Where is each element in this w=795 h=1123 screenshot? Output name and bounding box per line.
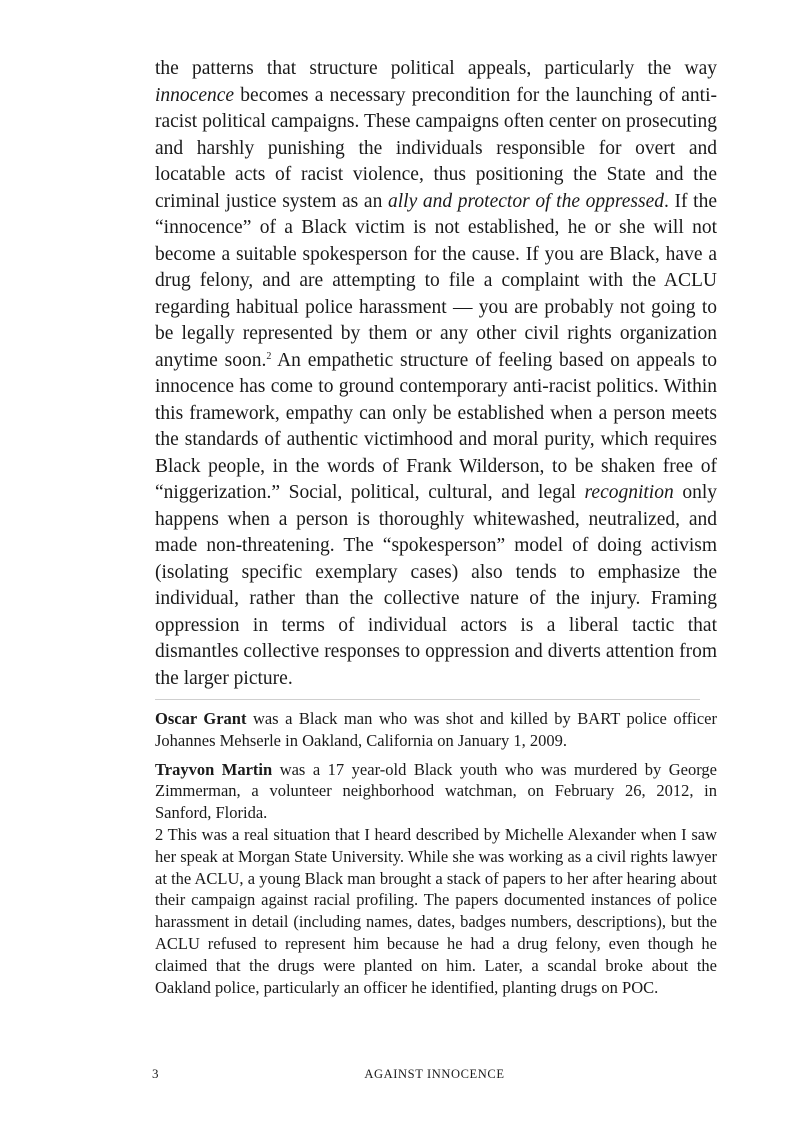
footnote-text: 2 This was a real situation that I heard described by Michelle Alexander when I saw her speak at Morgan State University. While she was working as a civil rights lawyer at the ACLU, a young Black man brought a stack of papers to her after hearing about their campaign against racial profiling. The papers documented instances of police harassment in detail (including names, dates, badges numbers, descriptions), but the ACLU refused to represent him because he had a drug felony, even though he claimed that the drugs were planted on him. Later, a scandal broke about the Oakland police, particularly an officer he identified, planting drugs on POC. [155,824,717,997]
footnote-name: Oscar Grant [155,709,247,728]
footnote-trayvon-martin [155,759,717,824]
text-run: the patterns that structure political appeals, particularly the way [155,58,717,79]
italic-run-innocence: innocence [155,84,235,106]
footnote-text: was a Black man who was shot and killed by BART police officer Johannes Mehserle in Oakland, California on January 1, 2009. [155,709,717,750]
footnote-2 [155,824,717,998]
text-run: becomes a necessary precondition for the launching of anti-racist political campaigns. These campaigns often center on prosecuting and harshly punishing the individuals responsible for overt and locatable acts of racist violence, thus positioning the State and the criminal justice system as an [155,84,717,212]
italic-run-ally: ally and protector of the oppressed [388,190,664,212]
page-content [155,56,717,998]
footnote-text: was a 17 year-old Black youth who was murdered by George Zimmerman, a volunteer neighborhood watchman, on February 26, 2012, in Sanford, Florida. [155,759,717,823]
footnote-divider [155,699,700,700]
page-footer [0,1066,795,1084]
page-number: 3 [152,1066,159,1081]
text-run: An empathetic structure of feeling based on appeals to innocence has come to ground contemporary anti-racist politics. Within this framework, empathy can only be established when a person meets the standards of authentic victimhood and moral purity, which requires Black people, in the words of Frank Wilderson, to be shaken free of “niggerization.” Social, political, cultural, and legal [155,349,717,503]
text-run: . If the “innocence” of a Black victim is not established, he or she will not become a suitable spokesperson for the cause. If you are Black, have a drug felony, and are attempting to file a complaint with the ACLU regarding habitual police harassment — you are probably not going to be legally represented by them or any other civil rights organization anytime soon. [155,190,717,371]
footnote-marker-2: 2 [266,350,272,362]
running-title: AGAINST INNOCENCE [364,1067,505,1081]
footnote-oscar-grant [155,708,717,752]
italic-run-recognition: recognition [584,482,674,503]
footnotes [155,708,717,998]
text-run: only happens when a person is thoroughly whitewashed, neutralized, and made non-threatening. The “spokesperson” model of doing activism (isolating specific exemplary cases) also tends to emphasize the individual, rather than the collective nature of the injury. Framing oppression in terms of individual actors is a liberal tactic that dismantles collective responses to oppression and diverts attention from the larger picture. [155,482,718,689]
footnote-name: Trayvon Martin [155,759,273,779]
main-paragraph [155,56,717,692]
